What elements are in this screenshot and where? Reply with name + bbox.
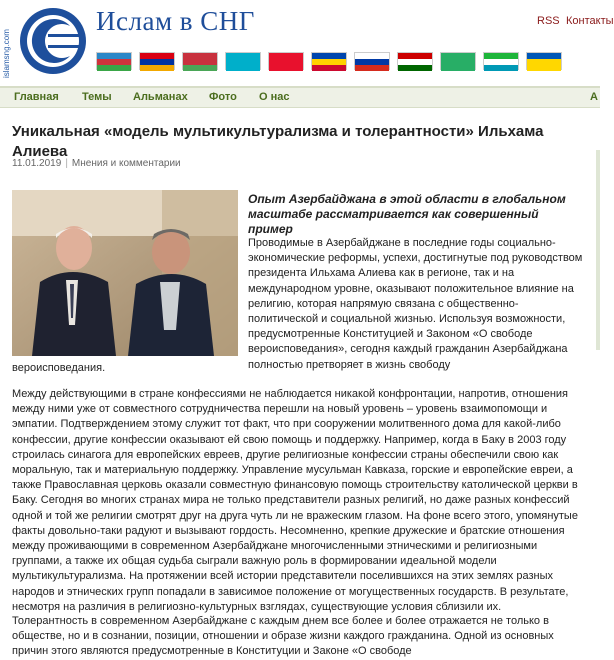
flag-kazakhstan-icon[interactable] (225, 52, 261, 70)
flag-russia-icon[interactable] (354, 52, 390, 70)
nav-item-photo[interactable]: Фото (209, 91, 237, 103)
nav-item-home[interactable]: Главная (14, 91, 59, 103)
flag-armenia-icon[interactable] (139, 52, 175, 70)
article-paragraph: Между действующими в стране конфессиями не наблюдается никакой конфронтации, напротив, отношения между ними уже от совместного сотрудничества перешли на новый уровень – уровень взаимопомощи и эмпатии. Подтверждением этому служит тот факт, что при сооружении молитвенного дома для какой-либо конфессии, другие конфессии оказывают ей свою помощь и поддержку. Например, когда в Баку в 2003 году строилась синагога для европейских евреев, другие религиозные конфессии страны обеспечили свою как моральную, так и материальную поддержку. Управление мусульман Кавказа, горские и европейские евреи, а также Православная церковь оказали совместную финансовую помощь строительству католической церкви в Баку. Сегодня во многих странах мира не только представители разных религий, но даже разных конфессий одной и той же религии смотрят друг на друга чуть ли не вражеским глазом. На фоне всего этого, упомянутые факты довольно-таки радуют и вызывают гордость. Несомненно, крепкие дружеские и братские отношения между проживающими в современном Азербайджане многочисленными этническими и религиозными группами, а также их общая судьба сыграли важную роль в формировании идеальной модели мультикультурализма. На протяжении всей истории представители поселившихся на этих землях разных народов и этнических групп попадали в зависимое положение от могущественных государств. В результате, несмотря на различия в религиозно-культурных взглядах, существующие условия сблизили их. (12, 388, 578, 613)
meta-separator: | (65, 158, 68, 169)
contacts-link[interactable]: Контакты (566, 15, 614, 27)
article-category-link[interactable]: Мнения и комментарии (71, 158, 181, 169)
flag-turkmenistan-icon[interactable] (440, 52, 476, 70)
country-flags (96, 52, 562, 70)
site-title[interactable]: Ислам в СНГ (96, 6, 255, 36)
flag-ukraine-icon[interactable] (526, 52, 562, 70)
article-lead: Опыт Азербайджана в этой области в глобальном масштабе рассматривается как совершенный пример (248, 192, 566, 236)
flag-kyrgyzstan-icon[interactable] (268, 52, 304, 70)
article-paragraph: вероисповедания. (12, 362, 106, 374)
nav-item-topics[interactable]: Темы (82, 91, 112, 103)
rss-link[interactable]: RSS (537, 15, 560, 27)
site-header (0, 0, 614, 84)
nav-item-about[interactable]: О нас (259, 91, 290, 103)
nav-item-cutoff[interactable]: А (590, 91, 598, 103)
flag-belarus-icon[interactable] (182, 52, 218, 70)
article-paragraph: Проводимые в Азербайджане в последние годы социально-экономические реформы, успехи, достигнутые под руководством президента Ильхама Алиева как в регионе, так и на международном уровне, оказывают положительное влияние на религию, которая напрямую связана с общественно-политической и социальной жизнью. Используя возможности, предусмотренные Конституцией и Законом «О свободе вероисповедания», сегодня каждый гражданин Азербайджана полностью претворяет в жизнь свободу (248, 237, 583, 371)
article-meta (12, 158, 181, 169)
flag-uzbekistan-icon[interactable] (483, 52, 519, 70)
nav-item-almanac[interactable]: Альманах (133, 91, 188, 103)
flag-moldova-icon[interactable] (311, 52, 347, 70)
article-title: Уникальная «модель мультикультурализма и толерантности» Ильхама Алиева (12, 123, 544, 160)
logo-domain-text: islamsng.com (2, 29, 11, 78)
main-nav (0, 86, 600, 108)
article-photo (12, 190, 238, 356)
flag-tajikistan-icon[interactable] (397, 52, 433, 70)
article-paragraph: Толерантность в современном Азербайджане с каждым днем все более и более отражается не только в обществе, но и в сознании, позиции, отношении и образе жизни каждого гражданина. Одной из основных причин этого являются предусмотренные в Конституции и Законе «О свободе (12, 615, 554, 658)
flag-azerbaijan-icon[interactable] (96, 52, 132, 70)
article-date: 11.01.2019 (12, 158, 62, 169)
site-logo-icon[interactable] (18, 6, 88, 76)
side-scroll-track[interactable] (596, 150, 600, 350)
